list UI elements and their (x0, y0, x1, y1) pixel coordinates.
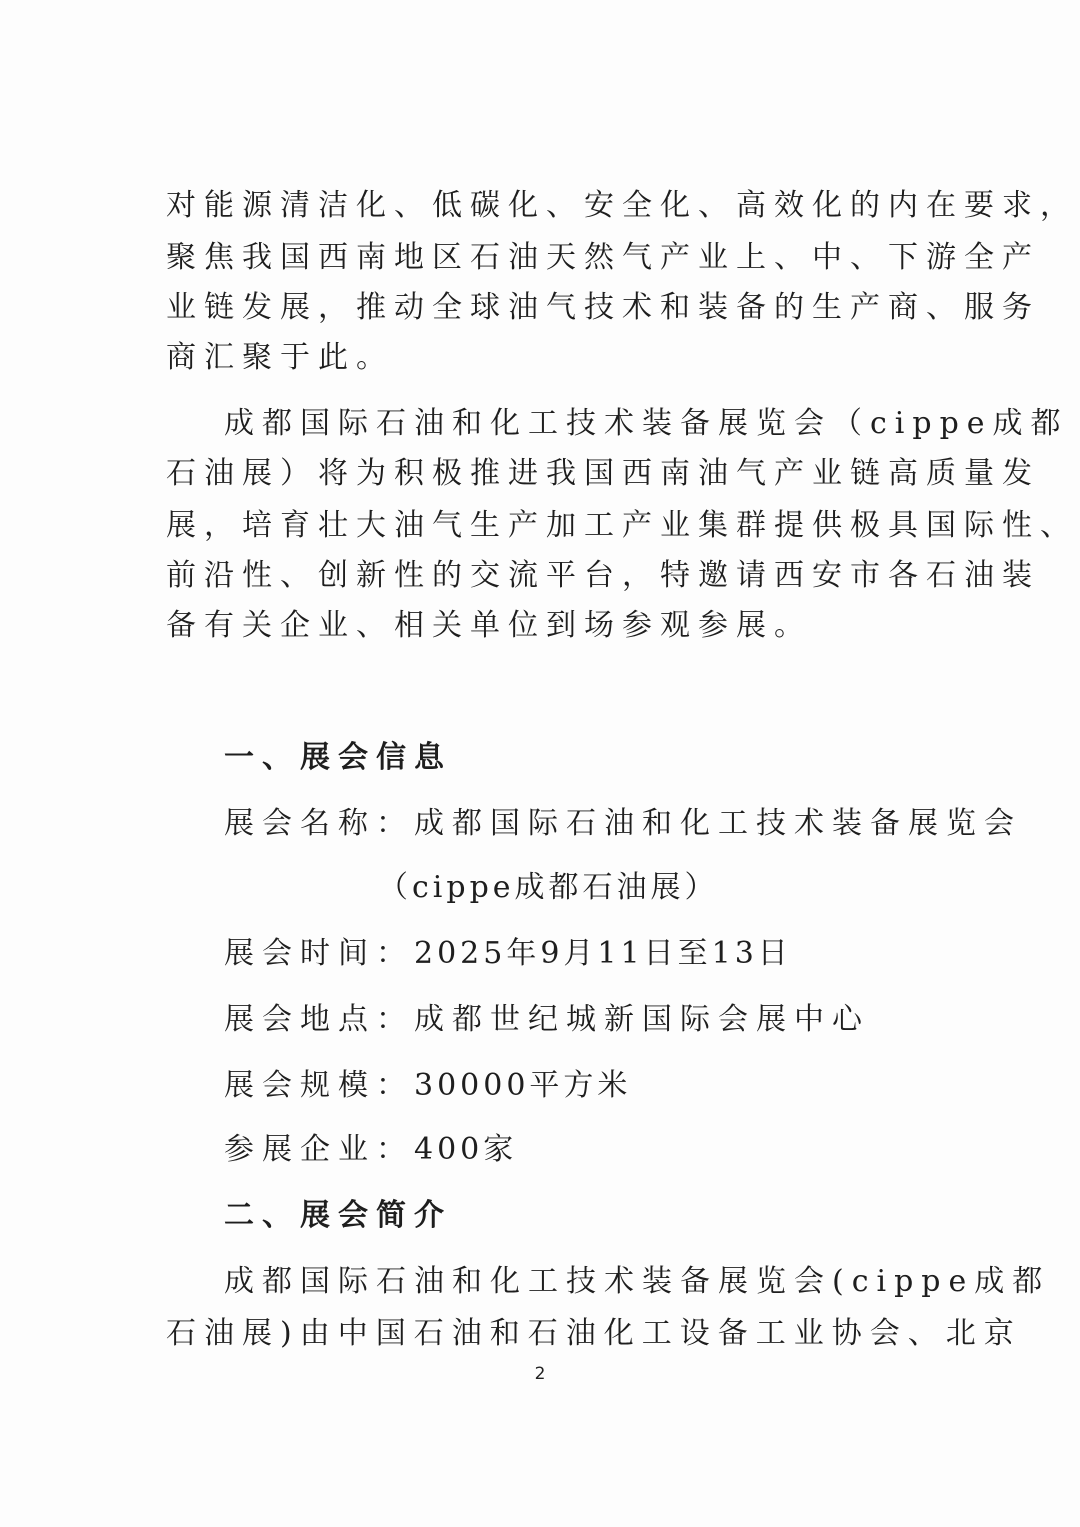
paragraph-line: 成都国际石油和化工技术装备展览会（cippe成都 (224, 406, 1069, 441)
paragraph-line: 备有关企业、相关单位到场参观参展。 (166, 608, 812, 643)
field-label: 展会规模： (224, 1068, 414, 1103)
field-exhibition-date (224, 934, 792, 974)
field-value: 400家 (414, 1132, 518, 1167)
paragraph-line: 石油展）将为积极推进我国西南油气产业链高质量发 (166, 456, 1040, 491)
page-number: 2 (534, 1364, 546, 1384)
paragraph-line: 聚焦我国西南地区石油天然气产业上、中、下游全产 (166, 240, 1040, 275)
paragraph-line: 对能源清洁化、低碳化、安全化、高效化的内在要求， (166, 188, 1078, 223)
field-label: 参展企业： (224, 1132, 414, 1167)
section-heading-exhibition-info: 一、展会信息 (224, 740, 452, 775)
field-value: 30000平方米 (414, 1068, 632, 1103)
field-label: 展会时间： (224, 936, 414, 971)
paragraph-line: 业链发展，推动全球油气技术和装备的生产商、服务 (166, 290, 1040, 325)
section-heading-exhibition-intro: 二、展会简介 (224, 1198, 452, 1233)
field-value: 2025年9月11日至13日 (414, 936, 792, 971)
field-exhibition-name-continued (378, 868, 719, 908)
field-label: 展会地点： (224, 1002, 414, 1037)
field-value: 成都世纪城新国际会展中心 (414, 1002, 870, 1037)
field-exhibition-name (224, 804, 1022, 844)
field-value: 成都国际石油和化工技术装备展览会 (414, 806, 1022, 841)
field-exhibition-venue (224, 1000, 870, 1040)
field-exhibition-scale (224, 1066, 631, 1106)
field-value: （cippe成都石油展） (378, 870, 719, 905)
paragraph-line: 成都国际石油和化工技术装备展览会(cippe成都 (224, 1264, 1051, 1299)
paragraph-line: 商汇聚于此。 (166, 340, 394, 375)
paragraph-line: 前沿性、创新性的交流平台，特邀请西安市各石油装 (166, 558, 1040, 593)
paragraph-line: 石油展)由中国石油和石油化工设备工业协会、北京 (166, 1316, 1022, 1351)
field-label: 展会名称： (224, 806, 414, 841)
field-exhibitors (224, 1130, 517, 1170)
paragraph-line: 展，培育壮大油气生产加工产业集群提供极具国际性、 (166, 508, 1078, 543)
